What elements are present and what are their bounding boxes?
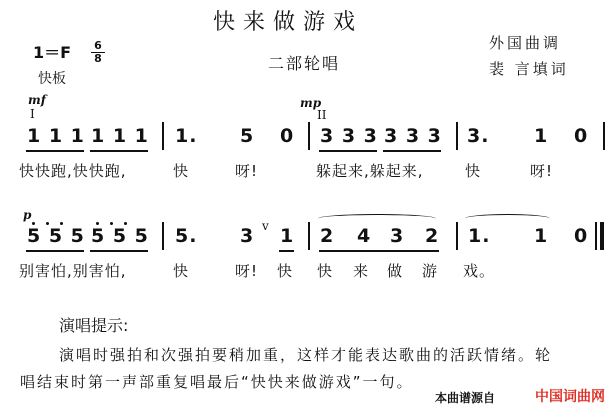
note: 5 <box>240 125 255 147</box>
breath-mark: v <box>262 219 269 233</box>
bar-line <box>308 122 310 150</box>
lyric: 快 <box>277 262 294 280</box>
note-group: 1 1 1 <box>27 125 85 147</box>
tie <box>465 214 550 223</box>
note: 1 <box>534 125 549 147</box>
octave-dot <box>124 222 127 225</box>
beam <box>26 150 84 152</box>
lyric: 快 <box>317 262 334 280</box>
lyric: 快 <box>465 162 482 180</box>
notes-line: 演唱时强拍和次强拍要稍加重，这样才能表达歌曲的活跃情绪。轮 <box>59 346 553 364</box>
lyric: 呀! <box>235 262 259 280</box>
note: 1. <box>175 125 198 147</box>
note: 1 <box>280 225 295 247</box>
bar-line <box>308 222 310 250</box>
bar-line <box>162 222 164 250</box>
song-title: 快来做游戏 <box>213 10 364 35</box>
notes-heading: 演唱提示: <box>59 316 129 335</box>
dynamic-mp: mp <box>300 96 322 110</box>
key-signature: 1＝F <box>33 43 72 62</box>
final-bar-line <box>600 222 604 250</box>
notes-line: 唱结束时第一声部重复唱最后“快快来做游戏”一句。 <box>20 373 414 391</box>
composer-credit: 外国曲调 <box>489 34 562 52</box>
octave-dot <box>32 222 35 225</box>
subtitle: 二部轮唱 <box>268 54 341 73</box>
site-link[interactable]: 中国词曲网 <box>535 389 605 405</box>
note: 2 <box>425 225 440 247</box>
tempo-marking: 快板 <box>38 71 66 87</box>
beam <box>90 150 148 152</box>
bar-line <box>162 122 164 150</box>
note: 3 <box>390 225 405 247</box>
note-group: 5 5 5 <box>27 225 85 247</box>
note: 3 <box>240 225 255 247</box>
beam <box>319 250 439 252</box>
source-label: 本曲谱源自 <box>435 391 496 405</box>
bar-line <box>456 222 458 250</box>
beam <box>26 250 84 252</box>
lyric: 快 <box>173 162 190 180</box>
time-signature-bottom: 8 <box>94 52 102 65</box>
note: 3. <box>467 125 490 147</box>
lyric: 呀! <box>235 162 259 180</box>
lyric: 躲起来,躲起来, <box>316 162 424 180</box>
note-group: 5 5 5 <box>91 225 149 247</box>
bar-line <box>595 222 597 250</box>
lyric: 别害怕,别害怕, <box>19 262 127 280</box>
rest: 0 <box>574 225 589 247</box>
lyric: 戏。 <box>463 262 496 280</box>
lyricist-credit: 裴 言填词 <box>489 60 569 78</box>
beam <box>383 150 441 152</box>
time-signature <box>91 41 105 64</box>
rest: 0 <box>574 125 589 147</box>
part-two-marker: II <box>317 108 327 122</box>
octave-dot <box>46 222 49 225</box>
part-one-marker: I <box>30 107 35 121</box>
note-group: 3 3 3 <box>384 125 442 147</box>
lyric: 做 <box>387 262 404 280</box>
lyric: 来 <box>353 262 370 280</box>
note-group: 3 3 3 <box>320 125 378 147</box>
beam <box>90 250 148 252</box>
octave-dot <box>110 222 113 225</box>
bar-line <box>603 122 605 150</box>
beam <box>319 150 377 152</box>
octave-dot <box>96 222 99 225</box>
lyric: 快快跑,快快跑, <box>19 162 127 180</box>
lyric: 游 <box>422 262 439 280</box>
octave-dot <box>60 222 63 225</box>
note: 1. <box>468 225 491 247</box>
dynamic-p: p <box>23 208 32 222</box>
slur <box>318 214 436 223</box>
note: 1 <box>534 225 549 247</box>
bar-line <box>456 122 458 150</box>
note: 5. <box>175 225 198 247</box>
note-group: 1 1 1 <box>91 125 149 147</box>
note: 4 <box>357 225 372 247</box>
note: 2 <box>320 225 335 247</box>
time-signature-top: 6 <box>94 39 102 52</box>
lyric: 快 <box>173 262 190 280</box>
lyric: 呀! <box>530 162 554 180</box>
beam <box>279 250 294 252</box>
rest: 0 <box>280 125 295 147</box>
dynamic-mf: mf <box>28 93 46 107</box>
